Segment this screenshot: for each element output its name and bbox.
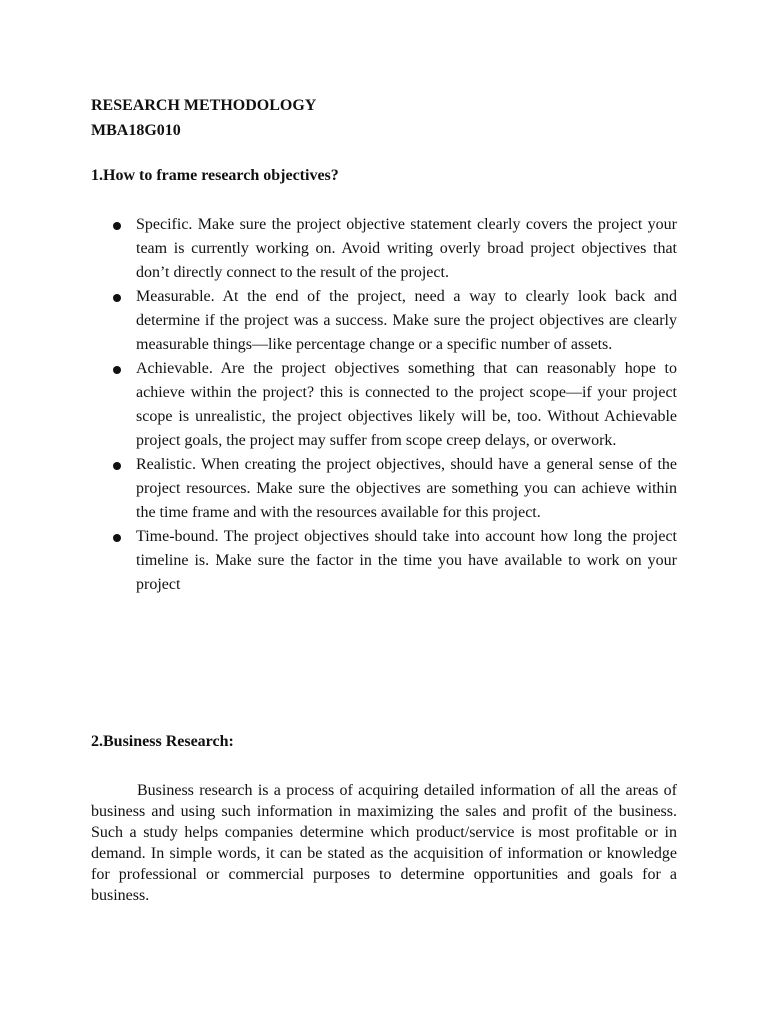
objectives-list bbox=[136, 213, 677, 597]
bullet-icon bbox=[113, 366, 121, 374]
business-research-paragraph: Business research is a process of acquiring detailed information of all the areas of business and using such information in maximizing the sales and profit of the business. Such a study helps companies determine which product/service is most profitable or in demand. In simple words, it can be stated as the acquisition of information or knowledge for professional or commercial purposes to determine opportunities and goals for a business. bbox=[91, 782, 677, 904]
list-item-text: Achievable. Are the project objectives something that can reasonably hope to achieve within the project? this is connected to the project scope—if your project scope is unrealistic, the project objectives likely will be, too. Without Achievable project goals, the project may suffer from scope creep delays, or overwork. bbox=[136, 360, 677, 449]
bullet-icon bbox=[113, 534, 121, 542]
list-item-text: Realistic. When creating the project objectives, should have a general sense of the project resources. Make sure the objectives are something you can achieve within the time frame and with the resources available for this project. bbox=[136, 456, 677, 521]
bullet-icon bbox=[113, 462, 121, 470]
list-item-text: Specific. Make sure the project objective statement clearly covers the project your team is currently working on. Avoid writing overly broad project objectives that don’t directly connect to the result of the project. bbox=[136, 216, 677, 281]
document-title: RESEARCH METHODOLOGY bbox=[91, 97, 317, 114]
list-item bbox=[136, 285, 677, 357]
section-2-heading: 2.Business Research: bbox=[91, 733, 234, 750]
document-header bbox=[91, 93, 316, 143]
list-item-text: Time-bound. The project objectives should take into account how long the project timeline is. Make sure the factor in the time you have available to work on your project bbox=[136, 528, 677, 593]
list-item bbox=[136, 213, 677, 285]
student-id: MBA18G010 bbox=[91, 122, 181, 139]
bullet-icon bbox=[113, 294, 121, 302]
list-item bbox=[136, 525, 677, 597]
list-item bbox=[136, 357, 677, 453]
section-1-heading: 1.How to frame research objectives? bbox=[91, 167, 339, 184]
bullet-icon bbox=[113, 222, 121, 230]
list-item-text: Measurable. At the end of the project, need a way to clearly look back and determine if the project was a success. Make sure the project objectives are clearly measurable things—like percentage change or a specific number of assets. bbox=[136, 288, 677, 353]
list-item bbox=[136, 453, 677, 525]
